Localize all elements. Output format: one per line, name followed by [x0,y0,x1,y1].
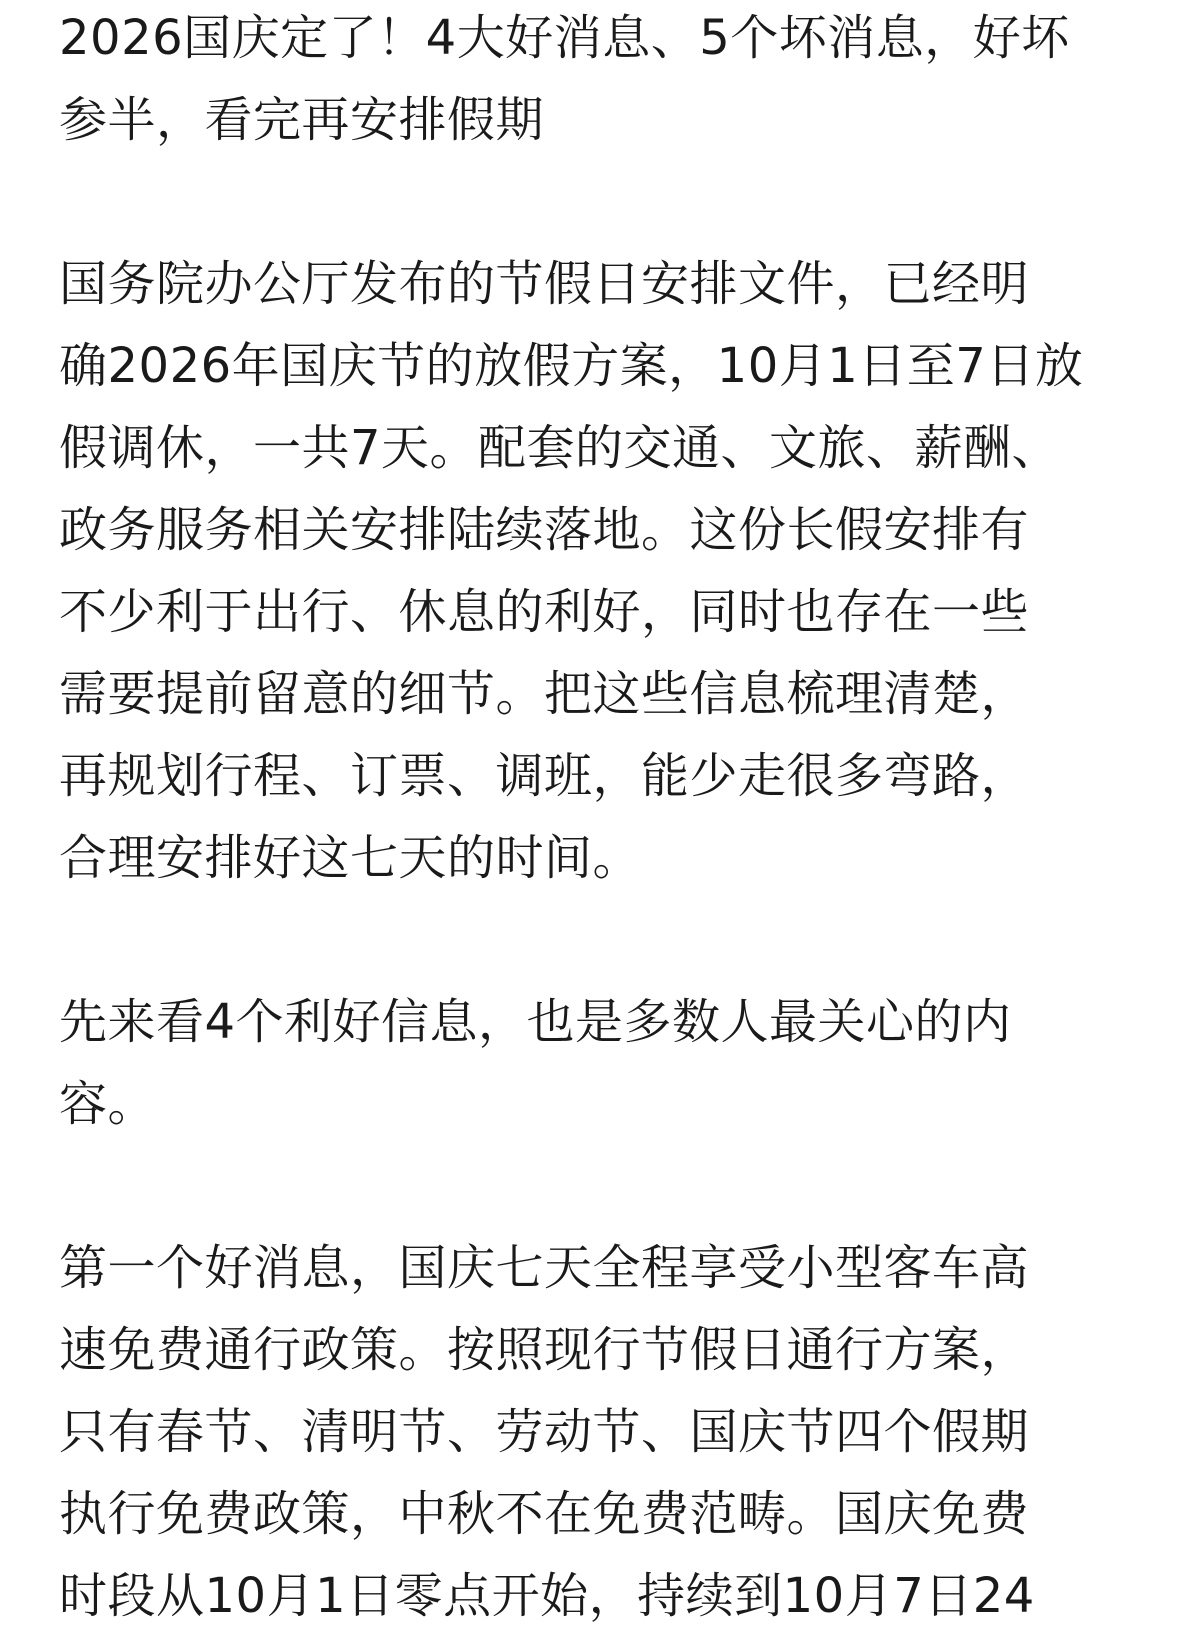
article-paragraph-intro: 国务院办公厅发布的节假日安排文件，已经明 确2026年国庆节的放假方案，10月1日至7日放 假调休，一共7天。配套的交通、文旅、薪酬、 政务服务相关安排陆续落地。这份长假安排有 不少利于出行、休息的利好，同时也存在一些 需要提前留意的细节。把这些信息梳理清楚， 再规划行程、订票、调班，能少走很多弯路， 合理安排好这七天的时间。 [59,256,1084,886]
article-title: 2026国庆定了！4大好消息、5个坏消息，好坏 参半，看完再安排假期 [59,10,1070,148]
article-paragraph-good-news-intro: 先来看4个利好信息，也是多数人最关心的内 容。 [59,994,1012,1132]
article-paragraph-first-good-news: 第一个好消息，国庆七天全程享受小型客车高 速免费通行政策。按照现行节假日通行方案， 只有春节、清明节、劳动节、国庆节四个假期 执行免费政策，中秋不在免费范畴。国庆免费 时段从10月1日零点开始，持续到10月7日24 [59,1240,1035,1624]
article-body [59,0,1099,1637]
